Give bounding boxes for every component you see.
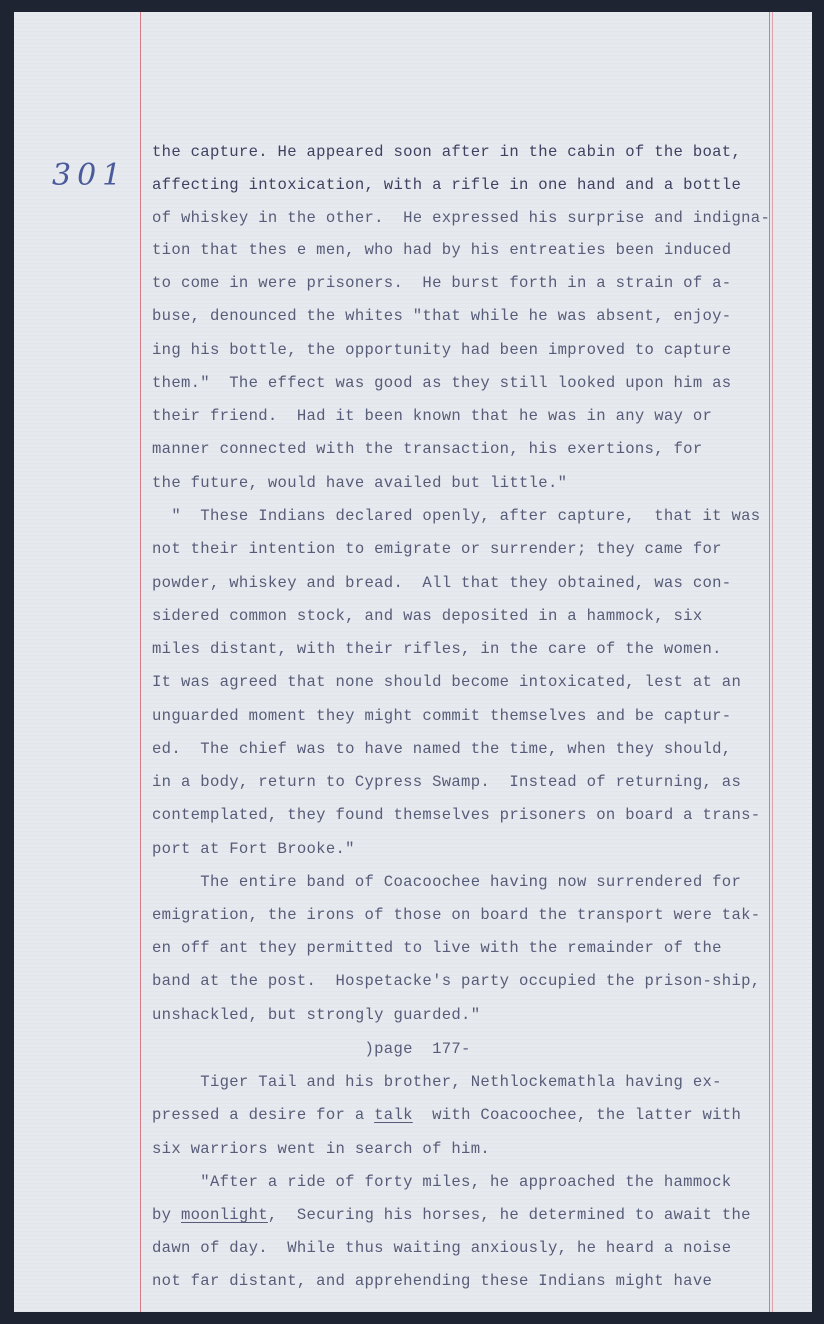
text-line: the capture. He appeared soon after in the cabin of the boat, bbox=[152, 143, 742, 161]
text-line: the future, would have availed but little." bbox=[152, 474, 568, 492]
text-line: port at Fort Brooke." bbox=[152, 840, 355, 858]
handwritten-folio-number: 301 bbox=[52, 158, 128, 193]
text-line: " These Indians declared openly, after capture, that it was bbox=[152, 507, 761, 525]
text-line: six warriors went in search of him. bbox=[152, 1140, 491, 1158]
text-line: affecting intoxication, with a rifle in one hand and a bottle bbox=[152, 176, 742, 194]
text-line-underlined: by moonlight, Securing his horses, he determined to await the bbox=[152, 1206, 751, 1224]
text-line: to come in were prisoners. He burst forth in a strain of a- bbox=[152, 274, 732, 292]
text-line: "After a ride of forty miles, he approached the hammock bbox=[152, 1173, 732, 1191]
text-line-underlined: pressed a desire for a talk with Coacoochee, the latter with bbox=[152, 1106, 742, 1124]
text-line: Tiger Tail and his brother, Nethlockemathla having ex- bbox=[152, 1073, 722, 1091]
typed-text-block bbox=[152, 12, 812, 1290]
underlined-word: moonlight bbox=[180, 1206, 268, 1224]
text-line: powder, whiskey and bread. All that they obtained, was con- bbox=[152, 574, 732, 592]
text-line: ed. The chief was to have named the time, when they should, bbox=[152, 740, 732, 758]
text-line: not far distant, and apprehending these Indians might have bbox=[152, 1272, 713, 1290]
underlined-word: talk bbox=[374, 1106, 413, 1124]
text-line: ing his bottle, the opportunity had been improved to capture bbox=[152, 341, 732, 359]
text-line: emigration, the irons of those on board the transport were tak- bbox=[152, 906, 761, 924]
page-reference: )page 177- bbox=[152, 1040, 471, 1058]
typescript-page bbox=[14, 12, 812, 1312]
text-line: manner connected with the transaction, his exertions, for bbox=[152, 440, 703, 458]
text-line: miles distant, with their rifles, in the care of the women. bbox=[152, 640, 722, 658]
text-line: band at the post. Hospetacke's party occupied the prison-ship, bbox=[152, 972, 761, 990]
text-line: them." The effect was good as they still looked upon him as bbox=[152, 374, 732, 392]
text-line: tion that thes e men, who had by his entreaties been induced bbox=[152, 241, 732, 259]
text-line: of whiskey in the other. He expressed his surprise and indigna- bbox=[152, 209, 771, 227]
text-line: contemplated, they found themselves prisoners on board a trans- bbox=[152, 806, 761, 824]
text-line: dawn of day. While thus waiting anxiously, he heard a noise bbox=[152, 1239, 732, 1257]
text-line: in a body, return to Cypress Swamp. Instead of returning, as bbox=[152, 773, 742, 791]
text-line: unshackled, but strongly guarded." bbox=[152, 1006, 481, 1024]
text-line: en off ant they permitted to live with the remainder of the bbox=[152, 939, 722, 957]
text-line: not their intention to emigrate or surrender; they came for bbox=[152, 540, 722, 558]
text-line: The entire band of Coacoochee having now surrendered for bbox=[152, 873, 742, 891]
text-line: their friend. Had it been known that he was in any way or bbox=[152, 407, 713, 425]
left-margin-rule bbox=[140, 12, 141, 1312]
text-line: unguarded moment they might commit themselves and be captur- bbox=[152, 707, 732, 725]
text-line: It was agreed that none should become intoxicated, lest at an bbox=[152, 673, 742, 691]
text-line: buse, denounced the whites "that while he was absent, enjoy- bbox=[152, 307, 732, 325]
text-line: sidered common stock, and was deposited in a hammock, six bbox=[152, 607, 703, 625]
